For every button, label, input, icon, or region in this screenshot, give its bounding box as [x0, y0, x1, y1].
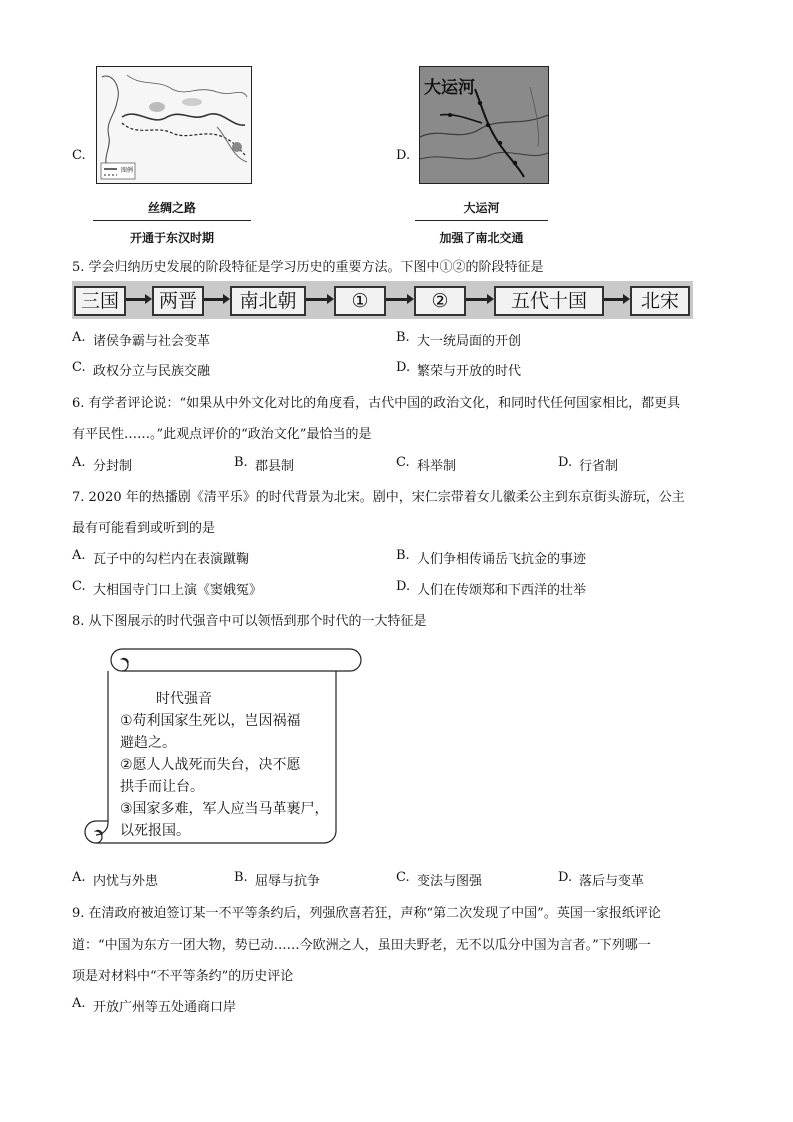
- q9-option-a: 开放广州等五处通商口岸: [93, 1000, 237, 1015]
- q7-option-d-letter: D.: [396, 579, 411, 594]
- q6-option-d-letter: D.: [558, 455, 573, 470]
- grand-canal-caption: 大运河: [463, 201, 500, 215]
- q6-option-d: 行省制: [579, 459, 619, 474]
- question-5-stem: 5. 学会归纳历史发展的阶段特征是学习历史的重要方法。下图中①②的阶段特征是: [72, 260, 544, 275]
- q8-option-c: 变法与图强: [417, 874, 483, 889]
- q6-option-b-letter: B.: [234, 455, 248, 470]
- caption-rule-c: [93, 220, 251, 221]
- q7-option-c-letter: C.: [72, 579, 86, 594]
- q7-option-a-letter: A.: [72, 548, 86, 563]
- arrow-right-icon: [204, 298, 224, 301]
- map-legend-label: 图例: [121, 167, 134, 174]
- timeline-item-blank-1: ①: [334, 286, 386, 316]
- q5-option-d: 繁荣与开放的时代: [417, 364, 522, 379]
- question-7-line-2: 最有可能看到或听到的是: [72, 521, 216, 536]
- q8-option-b: 屈辱与抗争: [255, 874, 321, 889]
- q5-option-a-letter: A.: [72, 330, 86, 345]
- question-7-line-1: 7. 2020 年的热播剧《清平乐》的时代背景为北宋。剧中，宋仁宗带着女儿徽柔公主到东京街头游玩，公主: [72, 490, 685, 505]
- grand-canal-map: [419, 66, 549, 184]
- q8-option-d: 落后与变革: [579, 874, 645, 889]
- q9-option-a-letter: A.: [72, 996, 86, 1011]
- q7-option-a: 瓦子中的勾栏内在表演蹴鞠: [93, 552, 250, 567]
- timeline-item-blank-2: ②: [414, 286, 466, 316]
- q8-option-a-letter: A.: [72, 870, 86, 885]
- scroll-line: 以死报国。: [120, 823, 190, 839]
- timeline-item: 两晋: [152, 286, 204, 316]
- arrow-right-icon: [306, 298, 328, 301]
- silk-road-caption-note: 开通于东汉时期: [129, 231, 214, 245]
- q6-option-c-letter: C.: [396, 455, 410, 470]
- timeline-item: 五代十国: [494, 286, 604, 316]
- option-d-letter: D.: [396, 148, 411, 163]
- q5-option-c: 政权分立与民族交融: [93, 364, 211, 379]
- question-6-line-2: 有平民性……。”此观点评价的“政治文化”最恰当的是: [72, 427, 372, 442]
- q7-option-c: 大相国寺门口上演《窦娥冤》: [93, 583, 263, 598]
- scroll-title: 时代强音: [156, 691, 212, 707]
- q5-option-c-letter: C.: [72, 360, 86, 375]
- grand-canal-map-title: 大运河: [424, 78, 475, 98]
- caption-rule-d: [415, 220, 548, 221]
- arrow-right-icon: [466, 298, 488, 301]
- timeline-item: 三国: [74, 286, 126, 316]
- question-9-line-3: 项是对材料中“不平等条约”的历史评论: [72, 969, 294, 984]
- grand-canal-caption-note: 加强了南北交通: [439, 231, 524, 245]
- dynasty-timeline: [72, 281, 693, 319]
- question-6-line-1: 6. 有学者评论说：“如果从中外文化对比的角度看，古代中国的政治文化，和同时代任何国家相比，都更具: [72, 396, 681, 411]
- q5-option-b: 大一统局面的开创: [417, 334, 522, 349]
- arrow-right-icon: [386, 298, 408, 301]
- q7-option-b-letter: B.: [396, 548, 410, 563]
- q6-option-a-letter: A.: [72, 455, 86, 470]
- q8-option-d-letter: D.: [558, 870, 573, 885]
- question-9-line-1: 9. 在清政府被迫签订某一不平等条约后，列强欣喜若狂，声称“第二次发现了中国”。英国一家报纸评论: [72, 906, 661, 921]
- q6-option-c: 科举制: [417, 459, 457, 474]
- q8-option-b-letter: B.: [234, 870, 248, 885]
- silk-road-map: [96, 66, 252, 184]
- option-c-letter: C.: [72, 148, 86, 163]
- scroll-line: ②愿人人战死而失台，决不愿: [120, 757, 301, 773]
- timeline-item: 南北朝: [230, 286, 306, 316]
- question-9-line-2: 道：“中国为东方一团大物，势已动……今欧洲之人，虽田夫野老，无不以瓜分中国为言者。”下列哪一: [72, 938, 651, 953]
- q5-option-b-letter: B.: [396, 330, 410, 345]
- q7-option-d: 人们在传颂郑和下西洋的壮举: [417, 583, 587, 598]
- q8-option-a: 内忧与外患: [93, 874, 159, 889]
- q5-option-a: 诸侯争霸与社会变革: [93, 334, 211, 349]
- timeline-item: 北宋: [630, 286, 690, 316]
- q7-option-b: 人们争相传诵岳飞抗金的事迹: [417, 552, 587, 567]
- q6-option-a: 分封制: [93, 459, 133, 474]
- question-8-stem: 8. 从下图展示的时代强音中可以领悟到那个时代的一大特征是: [72, 614, 427, 629]
- scroll-line: 避趋之。: [120, 735, 176, 751]
- q8-option-c-letter: C.: [396, 870, 410, 885]
- arrow-right-icon: [604, 298, 624, 301]
- silk-road-caption: 丝绸之路: [147, 201, 196, 215]
- q5-option-d-letter: D.: [396, 360, 411, 375]
- scroll-line: 拱手而让台。: [120, 779, 204, 795]
- scroll-line: ③国家多难，军人应当马革裹尸，: [120, 801, 329, 817]
- scroll-line: ①苟利国家生死以，岂因祸福: [120, 713, 301, 729]
- arrow-right-icon: [126, 298, 146, 301]
- q6-option-b: 郡县制: [255, 459, 295, 474]
